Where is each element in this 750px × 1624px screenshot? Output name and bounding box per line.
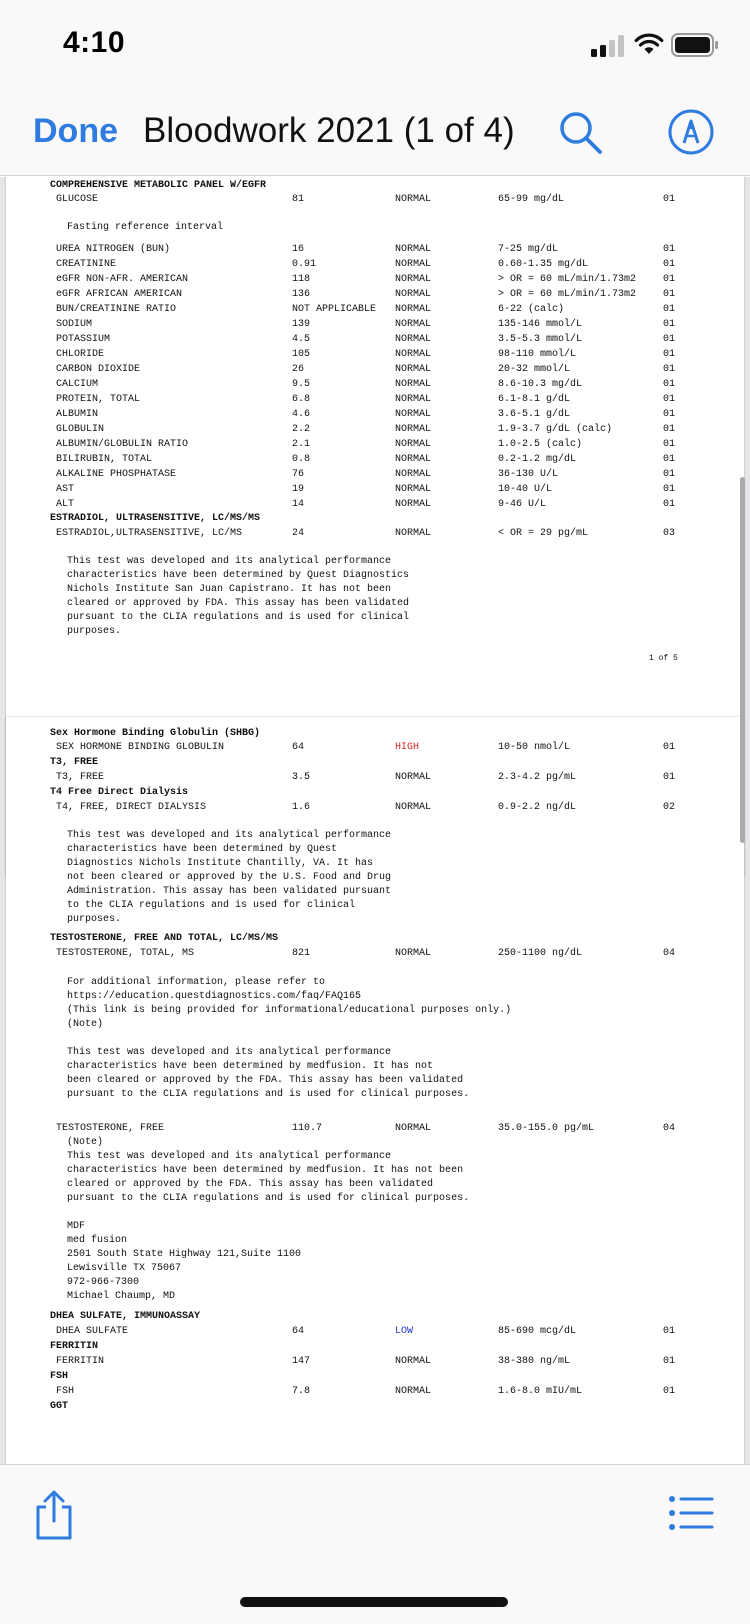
page-number: 1 of 5 <box>649 654 678 663</box>
wifi-icon <box>634 32 664 56</box>
section-heading: COMPREHENSIVE METABOLIC PANEL W/EGFR <box>50 180 267 191</box>
high-flag: HIGH <box>395 742 420 753</box>
document-viewer[interactable] <box>0 177 750 1464</box>
search-icon[interactable] <box>556 108 604 156</box>
section-heading: T3, FREE <box>50 757 99 768</box>
status-time: 4:10 <box>63 26 126 59</box>
section-heading: GGT <box>50 1401 69 1412</box>
document-title: Bloodwork 2021 (1 of 4) <box>143 111 515 150</box>
status-bar <box>0 0 750 90</box>
section-heading: T4 Free Direct Dialysis <box>50 787 189 798</box>
section-heading: FSH <box>50 1371 69 1382</box>
markup-icon[interactable] <box>667 108 715 156</box>
share-icon[interactable] <box>33 1489 75 1541</box>
section-heading: TESTOSTERONE, FREE AND TOTAL, LC/MS/MS <box>50 933 279 944</box>
section-heading: FERRITIN <box>50 1341 99 1352</box>
done-button[interactable]: Done <box>33 112 118 150</box>
outline-list-icon[interactable] <box>668 1495 714 1531</box>
battery-icon <box>671 33 719 57</box>
nav-bar <box>0 90 750 176</box>
cellular-signal-icon <box>591 35 625 57</box>
bottom-toolbar <box>0 1464 750 1624</box>
faq-link: https://education.questdiagnostics.com/faq/FAQ165 <box>67 991 362 1002</box>
low-flag: LOW <box>395 1326 414 1337</box>
section-heading: ESTRADIOL, ULTRASENSITIVE, LC/MS/MS <box>50 513 261 524</box>
section-heading: Sex Hormone Binding Globulin (SHBG) <box>50 728 261 739</box>
note-text: Fasting reference interval <box>67 222 224 233</box>
pdf-page-2: Sex Hormone Binding Globulin (SHBG) SEX HORMONE BINDING GLOBULIN 64 HIGH 10-50 nmol/L 01 T3, FREE T3, FREE 3.5 NORMAL 2.3-4.2 pg/mL 01 T4 Free Direct Dialysis T4, FREE, DIRECT DIALYSIS 1.6 NORMAL 0.9-2.2 ng/dL 02 This test was developed and its analytical performance characteristics have been determined by Quest Diagnostics Nichols Institute Chantilly, VA. It has not been cleared or approved by the U.S. Food and Drug Administration. This assay has been validated pursuant to the CLIA regulations and is used for clinical purposes. TESTOSTERONE, FREE AND TOTAL, LC/MS/MS TESTOSTERONE, TOTAL, MS 821 NORMAL 250-1100 ng/dL 04 For additional information, please refer to https://education.questdiagnostics.com/faq/FAQ165 (This link is being provided for informational/educational purposes only.) (Note) This test was developed and its analytical performance characteristics have been determined by medfusion. It has not been cleared or approved by the FDA. This assay has been validated pursuant to the CLIA regulations and is used for clinical purposes. TESTOSTERONE, FREE 110.7 NORMAL 35.0-155.0 pg/mL 04 (Note) This test was developed and its analytical performance characteristics have been determined by medfusion. It has not been cleared or approved by the FDA. This assay has been validated pursuant to the CLIA regulations and is used for clinical purposes. MDF med fusion 2501 South State Highway 121,Suite 1100 Lewisville TX 75067 972-966-7300 Michael Chaump, MD DHEA SULFATE, IMMUNOASSAY DHEA SULFATE 64 LOW 85-690 mcg/dL 01 FERRITIN FERRITIN 147 NORMAL 38-380 ng/mL 01 FSH FSH 7.8 NORMAL 1.6-8.0 mIU/mL 01 GGT <box>6 717 744 1464</box>
scroll-indicator[interactable] <box>740 477 745 843</box>
pdf-page-1: COMPREHENSIVE METABOLIC PANEL W/EGFR GLUCOSE 81 NORMAL 65-99 mg/dL 01 Fasting reference interval UREA NITROGEN (BUN) 16 NORMAL 7-25 mg/dL 01 CREATININE 0.91 NORMAL 0.60-1.35 mg/dL 01 eGFR NON-AFR. AMERICAN 118 NORMAL > OR = 60 mL/min/1.73m2 01 eGFR AFRICAN AMERICAN 136 NORMAL > OR = 60 mL/min/1.73m2 01 BUN/CREATININE RATIO NOT APPLICABLE NORMAL 6-22 (calc) 01 SODIUM 139 NORMAL 135-146 mmol/L 01 POTASSIUM 4.5 NORMAL 3.5-5.3 mmol/L 01 CHLORIDE 105 NORMAL 98-110 mmol/L 01 CARBON DIOXIDE 26 NORMAL 20-32 mmol/L 01 CALCIUM 9.5 NORMAL 8.6-10.3 mg/dL 01 PROTEIN, TOTAL 6.8 NORMAL 6.1-8.1 g/dL 01 ALBUMIN 4.6 NORMAL 3.6-5.1 g/dL 01 GLOBULIN 2.2 NORMAL 1.9-3.7 g/dL (calc) 01 ALBUMIN/GLOBULIN RATIO 2.1 NORMAL 1.0-2.5 (calc) 01 BILIRUBIN, TOTAL 0.8 NORMAL 0.2-1.2 mg/dL 01 ALKALINE PHOSPHATASE 76 NORMAL 36-130 U/L 01 AST 19 NORMAL 10-40 U/L 01 ALT 14 NORMAL 9-46 U/L 01 ESTRADIOL, ULTRASENSITIVE, LC/MS/MS ESTRADIOL,ULTRASENSITIVE, LC/MS 24 NORMAL < OR = 29 pg/mL 03 This test was developed and its analytical performance characteristics have been determined by Quest Diagnostics Nichols Institute San Juan Capistrano. It has not been cleared or approved by FDA. This assay has been validated pursuant to the CLIA regulations and is used for clinical purposes. 1 of 5 <box>6 177 744 877</box>
section-heading: DHEA SULFATE, IMMUNOASSAY <box>50 1311 201 1322</box>
home-indicator <box>240 1597 508 1607</box>
